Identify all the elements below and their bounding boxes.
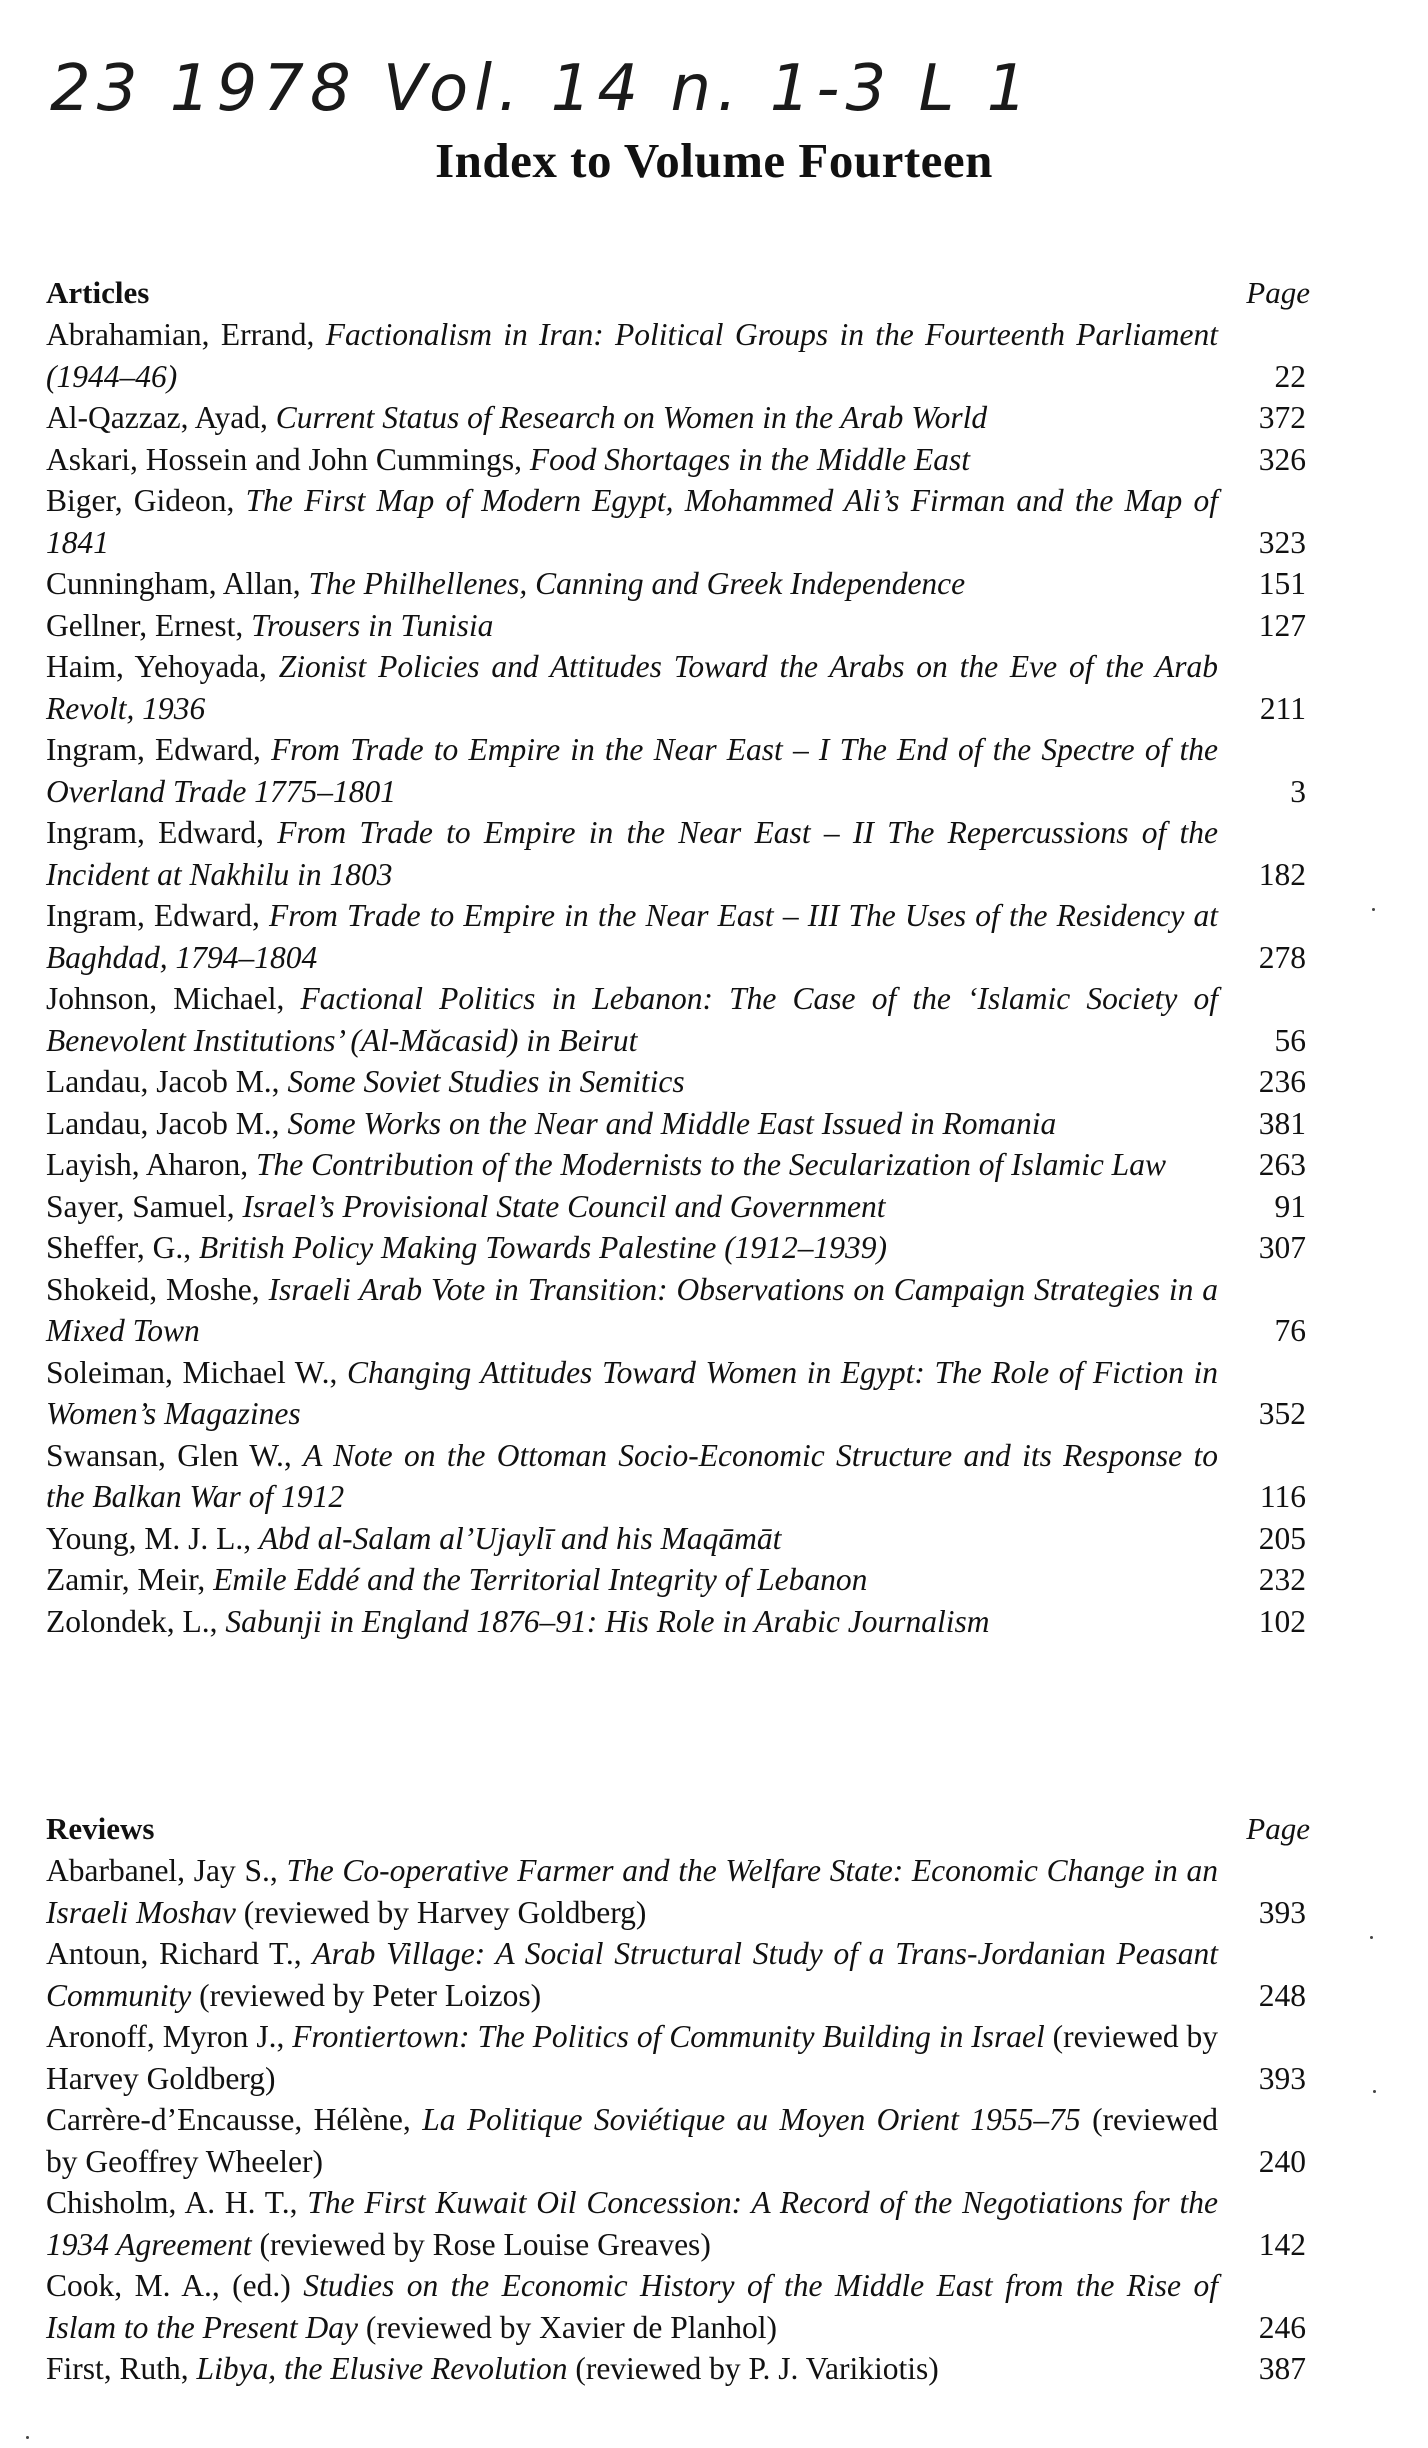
print-speck xyxy=(1372,908,1375,911)
entry-author: Cook, M. A., (ed.) xyxy=(46,2268,304,2303)
entry-title: Frontiertown: The Politics of Community Building in Israel xyxy=(292,2019,1045,2054)
entry-citation xyxy=(46,1103,1218,1145)
entry-page-number: 381 xyxy=(1258,1105,1306,1141)
article-entry xyxy=(46,1559,1316,1601)
entry-citation xyxy=(46,397,1218,439)
article-entry xyxy=(46,1227,1316,1269)
entry-page-number: 307 xyxy=(1258,1230,1306,1265)
reviews-header xyxy=(46,1808,1316,1850)
print-speck xyxy=(26,2436,29,2439)
reviews-heading: Reviews xyxy=(46,1811,155,1846)
entry-page-number: 263 xyxy=(1258,1147,1306,1182)
entry-author: Carrère-d’Encausse, Hélène, xyxy=(46,2102,423,2137)
entry-title: Zionist Policies and Attitudes Toward the Arabs on the Eve of the Arab Revolt, 1936 xyxy=(46,649,1219,726)
entry-page-number: 236 xyxy=(1258,1064,1306,1099)
entry-page-number: 22 xyxy=(1274,358,1306,394)
entry-author: Askari, Hossein and John Cummings, xyxy=(46,441,530,477)
review-entry xyxy=(46,1850,1316,1933)
article-entry xyxy=(46,646,1316,729)
entry-page-number: 278 xyxy=(1258,939,1306,975)
entry-author: Soleiman, Michael W., xyxy=(46,1354,347,1390)
entry-citation xyxy=(46,978,1218,1061)
article-entry xyxy=(46,729,1316,812)
review-entry xyxy=(46,2265,1316,2348)
entry-citation xyxy=(46,1850,1218,1933)
articles-section xyxy=(46,272,1316,1642)
entry-author: Haim, Yehoyada, xyxy=(46,649,279,684)
entry-author: Al-Qazzaz, Ayad, xyxy=(46,400,276,435)
entry-author: Cunningham, Allan, xyxy=(46,566,309,601)
review-entry xyxy=(46,2182,1316,2265)
review-entry xyxy=(46,1933,1316,2016)
entry-citation xyxy=(46,812,1218,895)
print-speck xyxy=(1373,2090,1376,2093)
article-entry xyxy=(46,605,1316,647)
entry-title: Changing Attitudes Toward Women in Egypt: The Role of Fiction in Women’s Magazines xyxy=(46,1354,1218,1431)
article-entry xyxy=(46,314,1316,397)
entry-reviewer: (reviewed by Xavier de Planhol) xyxy=(358,2309,778,2345)
entry-title: Israeli Arab Vote in Transition: Observations on Campaign Strategies in a Mixed Town xyxy=(46,1271,1219,1348)
entry-page-number: 76 xyxy=(1274,1313,1306,1348)
entry-reviewer: (reviewed by Peter Loizos) xyxy=(191,1977,542,2013)
article-entry xyxy=(46,1186,1316,1228)
entry-page-number: 323 xyxy=(1258,524,1306,560)
entry-author: Zolondek, L., xyxy=(46,1603,226,1639)
entry-page-number: 232 xyxy=(1258,1562,1306,1597)
entry-page-number: 352 xyxy=(1258,1396,1306,1431)
entry-citation xyxy=(46,314,1218,397)
entry-title: Arab Village: A Social Structural Study of a Trans-Jordanian Peasant Community xyxy=(46,1936,1218,2013)
reviews-list xyxy=(46,1850,1316,2390)
entry-page-number: 393 xyxy=(1258,1894,1306,1930)
entry-citation xyxy=(46,1518,1218,1560)
article-entry xyxy=(46,1518,1316,1560)
entry-page-number: 246 xyxy=(1258,2309,1306,2345)
entry-citation xyxy=(46,729,1218,812)
entry-author: Ingram, Edward, xyxy=(46,898,270,933)
entry-author: Zamir, Meir, xyxy=(46,1562,214,1597)
entry-citation xyxy=(46,480,1218,563)
review-entry xyxy=(46,2099,1316,2182)
entry-title: Food Shortages in the Middle East xyxy=(529,441,970,477)
entry-citation xyxy=(46,1559,1218,1601)
entry-author: Layish, Aharon, xyxy=(46,1147,256,1182)
entry-author: Ingram, Edward, xyxy=(46,815,278,850)
entry-title: Factionalism in Iran: Political Groups in the Fourteenth Parliament (1944–46) xyxy=(46,317,1218,394)
entry-page-number: 127 xyxy=(1258,607,1306,643)
article-entry xyxy=(46,1435,1316,1518)
entry-title: Israel’s Provisional State Council and Government xyxy=(242,1188,886,1224)
entry-citation xyxy=(46,2348,1218,2390)
entry-citation xyxy=(46,2265,1218,2348)
entry-title: British Policy Making Towards Palestine (1912–1939) xyxy=(199,1230,888,1265)
articles-header xyxy=(46,272,1316,314)
entry-author: Sheffer, G., xyxy=(46,1230,199,1265)
entry-citation xyxy=(46,1352,1218,1435)
entry-page-number: 182 xyxy=(1258,856,1306,892)
entry-title: A Note on the Ottoman Socio-Economic Structure and its Response to the Balkan War of 1912 xyxy=(46,1437,1218,1514)
entry-title: Libya, the Elusive Revolution xyxy=(196,2351,568,2386)
entry-title: La Politique Soviétique au Moyen Orient 1955–75 xyxy=(422,2102,1081,2137)
articles-heading: Articles xyxy=(46,275,150,310)
entry-reviewer: (reviewed by Geoffrey Wheeler) xyxy=(46,2102,1218,2179)
entry-citation xyxy=(46,2182,1218,2265)
entry-page-number: 387 xyxy=(1258,2351,1306,2386)
entry-citation xyxy=(46,1061,1218,1103)
article-entry xyxy=(46,895,1316,978)
article-entry xyxy=(46,812,1316,895)
entry-reviewer: (reviewed by Harvey Goldberg) xyxy=(235,1894,647,1930)
entry-title: Studies on the Economic History of the Middle East from the Rise of Islam to the Present Day xyxy=(46,2268,1218,2345)
entry-author: Landau, Jacob M., xyxy=(46,1105,288,1141)
entry-title: The First Map of Modern Egypt, Mohammed Ali’s Firman and the Map of 1841 xyxy=(46,483,1219,560)
entry-citation xyxy=(46,563,1218,605)
article-entry xyxy=(46,397,1316,439)
entry-title: Factional Politics in Lebanon: The Case of the ‘Islamic Society of Benevolent Institutions’ (Al-Măcasid) in Beirut xyxy=(46,981,1218,1058)
entry-title: Abd al-Salam al’Ujaylī and his Maqāmāt xyxy=(258,1520,782,1556)
entry-citation xyxy=(46,2099,1218,2182)
entry-title: The Contribution of the Modernists to the Secularization of Islamic Law xyxy=(255,1147,1166,1182)
entry-title: From Trade to Empire in the Near East – I The End of the Spectre of the Overland Trade 1775–1801 xyxy=(46,732,1218,809)
entry-author: Chisholm, A. H. T., xyxy=(46,2185,308,2220)
entry-page-number: 151 xyxy=(1258,566,1306,601)
articles-page-column-heading: Page xyxy=(1246,275,1310,310)
entry-citation xyxy=(46,1601,1218,1643)
entry-author: Biger, Gideon, xyxy=(46,483,246,518)
entry-page-number: 211 xyxy=(1259,690,1306,726)
entry-title: The Co-operative Farmer and the Welfare State: Economic Change in an Israeli Moshav xyxy=(46,1853,1218,1930)
article-entry xyxy=(46,1061,1316,1103)
entry-title: The Philhellenes, Canning and Greek Independence xyxy=(308,566,966,601)
article-entry xyxy=(46,1269,1316,1352)
entry-citation xyxy=(46,1144,1218,1186)
entry-page-number: 56 xyxy=(1274,1022,1306,1058)
handwritten-annotation-text: 23 1978 Vol. 14 n. 1-3 L 1 xyxy=(50,52,1034,126)
page-title: Index to Volume Fourteen xyxy=(435,133,993,188)
entry-page-number: 116 xyxy=(1259,1479,1306,1514)
entry-author: Young, M. J. L., xyxy=(46,1520,259,1556)
entry-title: The First Kuwait Oil Concession: A Record of the Negotiations for the 1934 Agreement xyxy=(46,2185,1218,2262)
article-entry xyxy=(46,563,1316,605)
print-speck xyxy=(1370,1936,1373,1939)
entry-title: Current Status of Research on Women in the Arab World xyxy=(275,400,988,435)
entry-page-number: 326 xyxy=(1258,441,1306,477)
article-entry xyxy=(46,978,1316,1061)
entry-page-number: 393 xyxy=(1258,2060,1306,2096)
entry-title: Emile Eddé and the Territorial Integrity of Lebanon xyxy=(213,1562,868,1597)
entry-author: Sayer, Samuel, xyxy=(46,1188,243,1224)
entry-reviewer: (reviewed by P. J. Varikiotis) xyxy=(567,2351,939,2386)
entry-title: From Trade to Empire in the Near East – III The Uses of the Residency at Baghdad, 1794–1804 xyxy=(46,898,1218,975)
entry-citation xyxy=(46,2016,1218,2099)
entry-citation xyxy=(46,1435,1218,1518)
entry-author: Swansan, Glen W., xyxy=(46,1437,304,1473)
entry-author: Gellner, Ernest, xyxy=(46,607,252,643)
entry-title: Trousers in Tunisia xyxy=(251,607,494,643)
articles-list xyxy=(46,314,1316,1642)
entry-author: Landau, Jacob M., xyxy=(46,1064,288,1099)
article-entry xyxy=(46,1352,1316,1435)
entry-citation xyxy=(46,1269,1218,1352)
reviews-page-column-heading: Page xyxy=(1246,1811,1310,1846)
entry-title: Sabunji in England 1876–91: His Role in Arabic Journalism xyxy=(225,1603,990,1639)
entry-title: Some Soviet Studies in Semitics xyxy=(287,1064,685,1099)
entry-author: Abarbanel, Jay S., xyxy=(46,1853,287,1888)
entry-author: First, Ruth, xyxy=(46,2351,197,2386)
article-entry xyxy=(46,480,1316,563)
entry-page-number: 102 xyxy=(1258,1603,1306,1639)
entry-title: Some Works on the Near and Middle East Issued in Romania xyxy=(287,1105,1057,1141)
entry-reviewer: (reviewed by Rose Louise Greaves) xyxy=(251,2226,711,2262)
article-entry xyxy=(46,439,1316,481)
entry-author: Ingram, Edward, xyxy=(46,732,272,767)
entry-page-number: 205 xyxy=(1258,1520,1306,1556)
entry-page-number: 240 xyxy=(1258,2143,1306,2179)
entry-citation xyxy=(46,646,1218,729)
entry-citation xyxy=(46,1186,1218,1228)
entry-author: Aronoff, Myron J., xyxy=(46,2019,293,2054)
entry-page-number: 142 xyxy=(1258,2226,1306,2262)
article-entry xyxy=(46,1103,1316,1145)
reviews-section xyxy=(46,1808,1316,2390)
entry-citation xyxy=(46,1933,1218,2016)
entry-citation xyxy=(46,895,1218,978)
entry-title: From Trade to Empire in the Near East – II The Repercussions of the Incident at Nakhilu in 1803 xyxy=(46,815,1218,892)
entry-citation xyxy=(46,439,1218,481)
entry-reviewer: (reviewed by Harvey Goldberg) xyxy=(46,2019,1218,2096)
review-entry xyxy=(46,2016,1316,2099)
entry-page-number: 91 xyxy=(1274,1188,1306,1224)
entry-citation xyxy=(46,605,1218,647)
entry-author: Abrahamian, Errand, xyxy=(46,317,326,352)
entry-page-number: 248 xyxy=(1258,1977,1306,2013)
entry-page-number: 372 xyxy=(1258,400,1306,435)
entry-page-number: 3 xyxy=(1290,773,1306,809)
article-entry xyxy=(46,1601,1316,1643)
review-entry xyxy=(46,2348,1316,2390)
entry-author: Johnson, Michael, xyxy=(46,981,301,1016)
entry-citation xyxy=(46,1227,1218,1269)
entry-author: Antoun, Richard T., xyxy=(46,1936,313,1971)
article-entry xyxy=(46,1144,1316,1186)
entry-author: Shokeid, Moshe, xyxy=(46,1271,269,1307)
